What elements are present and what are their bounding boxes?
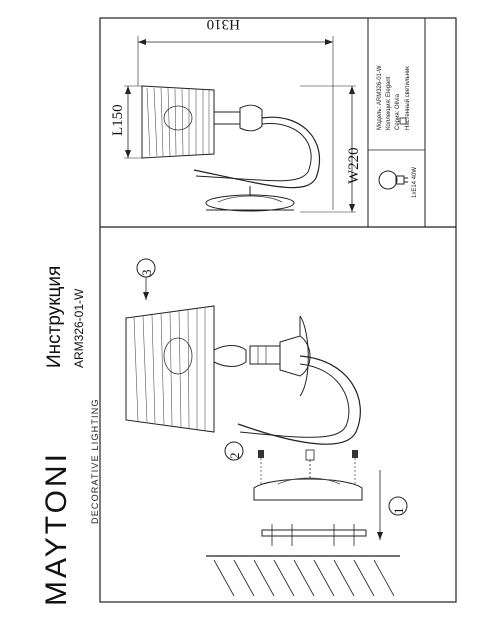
dimension-width: H310 (206, 16, 240, 32)
lamp-shade (126, 306, 214, 432)
brand-tagline: DECORATIVE LIGHTING (90, 398, 100, 524)
spec-row-series: Серия: Olivia (395, 94, 401, 130)
spec-row-collection: Коллекция: Elegant (386, 76, 392, 130)
dimension-length: L150 (110, 104, 126, 136)
dimension-height: W220 (346, 147, 362, 184)
brand-logo: MAYTONI (40, 451, 73, 606)
step-label-2: 2 (227, 452, 242, 459)
lamp-spec: 1хE14 40W (412, 166, 418, 198)
model-number: ARM326-01-W (72, 288, 86, 368)
step-marker-3 (137, 259, 155, 300)
spec-row-model: Модель: ARM326-01-W (377, 65, 383, 130)
step-label-1: 1 (391, 507, 406, 514)
page-title: Инструкция (44, 265, 65, 368)
wall-hatch (206, 556, 400, 596)
spec-row-type: Настенный светильник (405, 66, 411, 130)
step-marker-1 (377, 470, 407, 540)
step-label-3: 3 (139, 269, 154, 276)
